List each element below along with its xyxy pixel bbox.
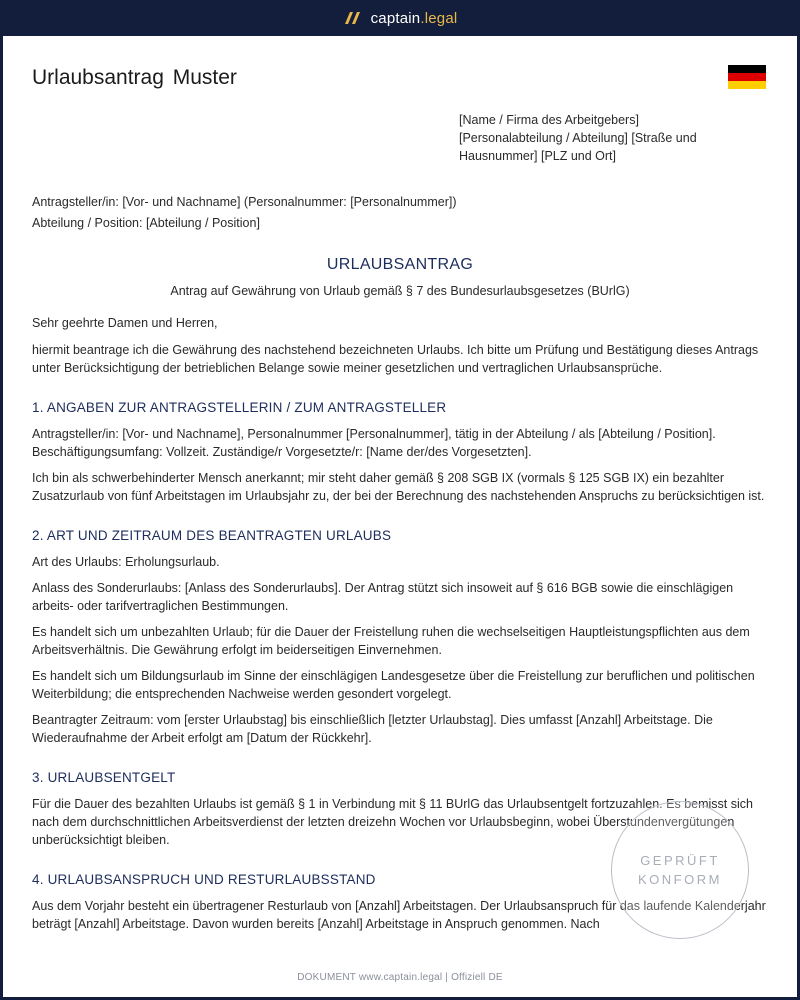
section-paragraph: Beantragter Zeitraum: vom [erster Urlaubstag] bis einschließlich [letzter Urlaubstag]. Dies umfasst [Anzahl] Arbeitstage. Die Wiederaufnahme der Arbeit erfolgt am [Datum der Rückkehr].: [32, 713, 713, 745]
employer-address: [459, 111, 749, 165]
slash-logo-icon: [343, 10, 363, 26]
applicant-line: Abteilung / Position: [Abteilung / Position]: [32, 216, 260, 230]
applicant-line: Antragsteller/in: [Vor- und Nachname] (Personalnummer: [Personalnummer]): [32, 195, 457, 209]
main-heading: URLAUBSANTRAG: [326, 256, 474, 273]
section-heading: 2. ART UND ZEITRAUM DES BEANTRAGTEN URLAUBS: [32, 528, 392, 543]
stamp-line: KONFORM: [638, 872, 722, 887]
brand-name: captain: [370, 9, 421, 27]
section-heading: 3. URLAUBSENTGELT: [32, 770, 176, 785]
brand-tld: .legal: [420, 9, 458, 27]
brand-logo[interactable]: [343, 10, 458, 27]
sub-heading: Antrag auf Gewährung von Urlaub gemäß § 7 des Bundesurlaubsgesetzes (BUrlG): [170, 284, 630, 298]
section-paragraph: Antragsteller/in: [Vor- und Nachname], Personalnummer [Personalnummer], tätig in der Abteilung / als [Abteilung / Position]. Beschäftigungsumfang: Vollzeit. Zuständige/r Vorgesetzte/r: [Name der/des Vorgesetzten].: [32, 427, 716, 459]
applicant-info: [32, 192, 457, 234]
section-paragraph: Es handelt sich um unbezahlten Urlaub; für die Dauer der Freistellung ruhen die wechselseitigen Hauptleistungspflichten aus dem Arbeitsverhältnis. Die Gewährung erfolgt im beiderseitigen Einvernehmen.: [32, 625, 750, 657]
germany-flag-icon: [728, 65, 766, 89]
section-heading: 4. URLAUBSANSPRUCH UND RESTURLAUBSSTAND: [32, 872, 376, 887]
top-bar: [0, 0, 800, 36]
section-paragraph: Es handelt sich um Bildungsurlaub im Sinne der einschlägigen Landesgesetze über die Freistellung zur beruflichen und politischen Weiterbildung; die entsprechenden Nachweise werden gesondert vorgelegt.: [32, 669, 755, 701]
document-page: [3, 36, 797, 997]
intro-paragraph: hiermit beantrage ich die Gewährung des nachstehend bezeichneten Urlaubs. Ich bitte um Prüfung und Bestätigung dieses Antrags unter Berücksichtigung der betrieblichen Belange sowie meiner gesetzlichen und vertraglichen Urlaubsansprüche.: [32, 343, 759, 375]
section-paragraph: Anlass des Sonderurlaubs: [Anlass des Sonderurlaubs]. Der Antrag stützt sich insoweit auf § 616 BGB sowie die einschlägigen arbeits- oder tarifvertraglichen Bestimmungen.: [32, 581, 734, 613]
address-line: [Personalabteilung / Abteilung] [Straße und: [459, 131, 697, 145]
section-paragraph: Ich bin als schwerbehinderter Mensch anerkannt; mir steht daher gemäß § 208 SGB IX (vormals § 125 SGB IX) ein bezahlter Zusatzurlaub von fünf Arbeitstagen im Urlaubsjahr zu, der bei der Berechnung des nachstehenden Anspruchs zu berücksichtigen ist.: [32, 471, 765, 503]
salutation: Sehr geehrte Damen und Herren,: [32, 316, 218, 330]
section-paragraph: Für die Dauer des bezahlten Urlaubs ist gemäß § 1 in Verbindung mit § 11 BUrlG das Urlaubsentgelt fortzuzahlen. Es bemisst sich nach dem durchschnittlichen Arbeitsverdienst der letzten dreizehn Wochen vor Urlaubsbeginn, wobei Überstundenvergütungen unberücksichtigt bleiben.: [32, 797, 753, 847]
stamp-line: GEPRÜFT: [640, 853, 720, 868]
address-line: Hausnummer] [PLZ und Ort]: [459, 149, 617, 163]
section-paragraph: Art des Urlaubs: Erholungsurlaub.: [32, 555, 220, 569]
document-title: Urlaubsantrag Muster: [32, 66, 237, 89]
approval-stamp: [611, 801, 749, 939]
section-heading: 1. ANGABEN ZUR ANTRAGSTELLERIN / ZUM ANTRAGSTELLER: [32, 400, 447, 415]
address-line: [Name / Firma des Arbeitgebers]: [459, 113, 639, 127]
page-footer: DOKUMENT www.captain.legal | Offiziell DE: [297, 972, 503, 983]
section-paragraph: Aus dem Vorjahr besteht ein übertragener Resturlaub von [Anzahl] Arbeitstagen. Der Urlaubsanspruch für das laufende Kalenderjahr beträgt [Anzahl] Arbeitstage. Davon wurden bereits [Anzahl] Arbeitstage in Anspruch genommen. Nach: [32, 899, 766, 931]
